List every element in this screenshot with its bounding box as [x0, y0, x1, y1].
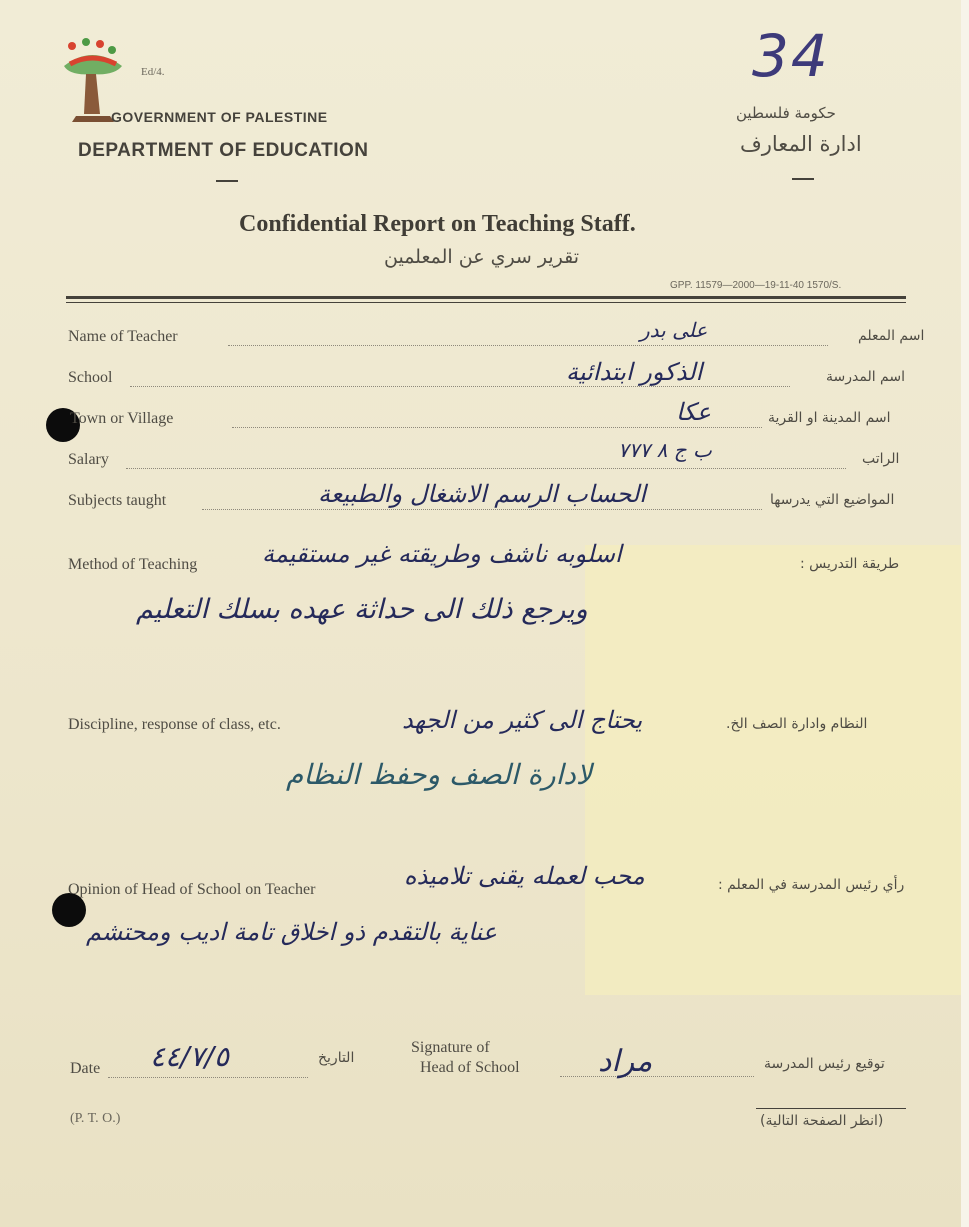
discipline-label-arabic: النظام وادارة الصف الخ.: [726, 716, 868, 732]
school-label: School: [68, 369, 113, 386]
name-line: [228, 345, 828, 346]
discipline-handwriting-line2: لادارة الصف وحفظ النظام: [286, 758, 592, 791]
method-label-arabic: طريقة التدريس :: [800, 556, 900, 572]
title-rule-top: [66, 296, 906, 299]
opinion-handwriting-line1: محب لعمله يقنى تلاميذه: [404, 862, 645, 890]
form-code: Ed/4.: [141, 66, 165, 78]
paper-stain: [585, 545, 969, 995]
school-line: [130, 386, 790, 387]
signature-value: مراد: [598, 1044, 653, 1079]
opinion-label-arabic: رأي رئيس المدرسة في المعلم :: [718, 877, 905, 893]
salary-line: [126, 468, 846, 469]
school-value: الذكور ابتدائية: [566, 358, 703, 386]
print-reference: GPP. 11579—2000—19-11-40 1570/S.: [670, 280, 842, 291]
method-label: Method of Teaching: [68, 556, 198, 573]
town-label: Town or Village: [70, 410, 174, 427]
date-value: ٤٤/٧/٥: [150, 1040, 230, 1073]
town-line: [232, 427, 762, 428]
page-number: 34: [752, 22, 830, 90]
pto-label: (P. T. O.): [70, 1111, 121, 1126]
date-label-arabic: التاريخ: [318, 1050, 355, 1066]
salary-value: ب ج ٨ ٧٧٧: [618, 438, 712, 462]
discipline-label: Discipline, response of class, etc.: [68, 716, 281, 733]
name-value: على بدر: [640, 318, 708, 342]
government-heading-arabic: حكومة فلسطين: [736, 104, 836, 122]
date-label: Date: [70, 1060, 101, 1077]
opinion-handwriting-line2: عناية بالتقدم ذو اخلاق تامة اديب ومحتشم: [86, 918, 497, 946]
pto-label-arabic: (انظر الصفحة التالية): [760, 1113, 884, 1129]
document-title-arabic: تقرير سري عن المعلمين: [384, 246, 580, 268]
subjects-label-arabic: المواضيع التي يدرسها: [770, 492, 895, 508]
subjects-label: Subjects taught: [68, 492, 167, 509]
header-right-dash: [792, 178, 814, 180]
town-value: عكا: [676, 398, 711, 426]
salary-label: Salary: [68, 451, 109, 468]
signature-line: [560, 1076, 754, 1077]
header-left-dash: [216, 180, 238, 182]
method-handwriting-line1: اسلوبه ناشف وطريقته غير مستقيمة: [262, 540, 622, 568]
signature-label-line2: Head of School: [420, 1059, 520, 1076]
signature-label-line1: Signature of: [411, 1039, 490, 1056]
government-heading: GOVERNMENT OF PALESTINE: [111, 109, 328, 125]
title-rule-bottom: [66, 302, 906, 303]
subjects-value: الحساب الرسم الاشغال والطبيعة: [318, 480, 646, 508]
town-label-arabic: اسم المدينة او القرية: [768, 410, 891, 426]
date-line: [108, 1077, 308, 1078]
opinion-label: Opinion of Head of School on Teacher: [68, 881, 316, 898]
subjects-line: [202, 509, 762, 510]
salary-label-arabic: الراتب: [862, 451, 900, 467]
name-label: Name of Teacher: [68, 328, 178, 345]
page-edge: [961, 0, 969, 1227]
school-label-arabic: اسم المدرسة: [826, 369, 905, 385]
discipline-handwriting-line1: يحتاج الى كثير من الجهد: [402, 706, 643, 734]
department-heading: DEPARTMENT OF EDUCATION: [78, 140, 369, 161]
document-title: Confidential Report on Teaching Staff.: [239, 211, 636, 237]
pto-arabic-rule: [756, 1108, 906, 1109]
method-handwriting-line2: ويرجع ذلك الى حداثة عهده بسلك التعليم: [136, 594, 588, 625]
department-heading-arabic: ادارة المعارف: [740, 132, 862, 156]
name-label-arabic: اسم المعلم: [858, 328, 925, 344]
signature-label-arabic: توقيع رئيس المدرسة: [764, 1056, 885, 1072]
